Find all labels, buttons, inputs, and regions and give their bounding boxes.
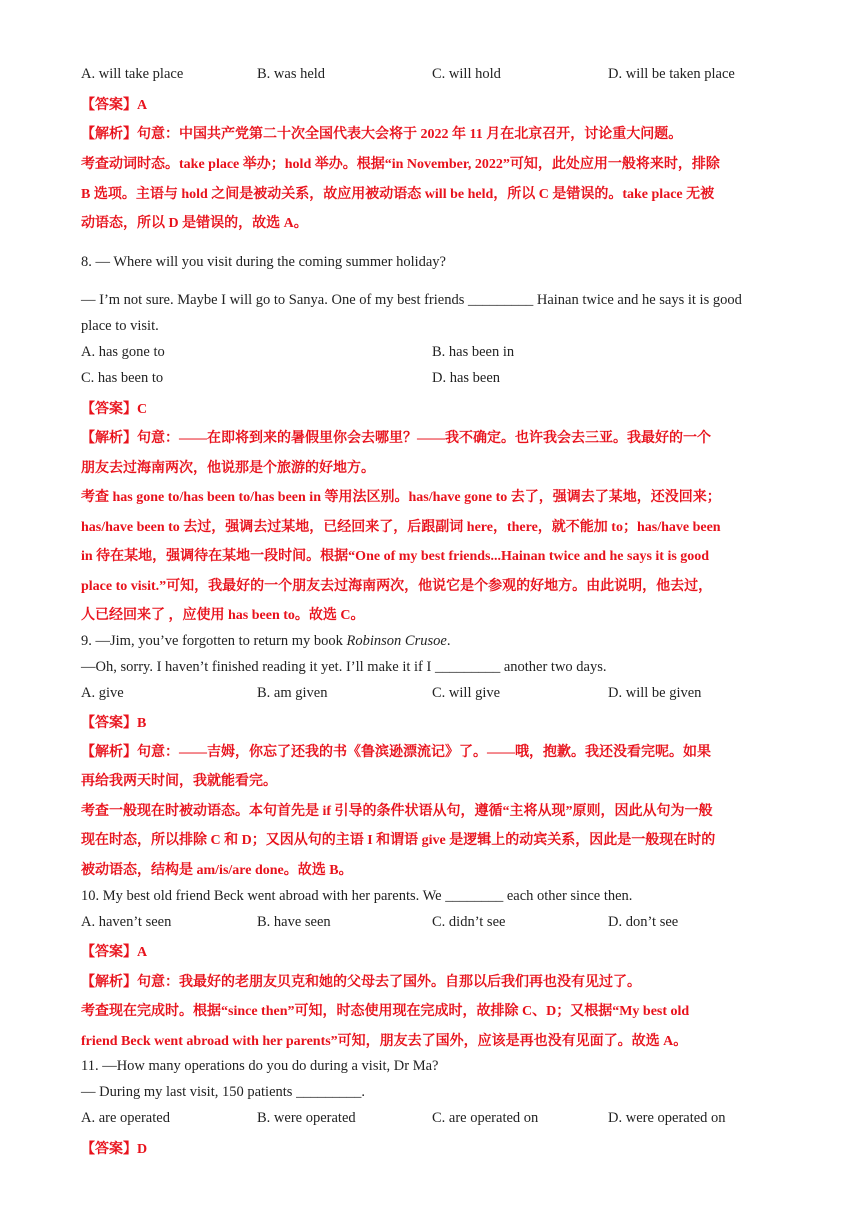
q7-answer: 【答案】A [81, 98, 148, 113]
q11-answer: 【答案】D [81, 1142, 148, 1157]
q9-analysis-line: 考查一般现在时被动语态。本句首先是 if 引导的条件状语从句，遵循“主将从现”原则，因此从句为一般 [81, 804, 713, 819]
q11-option-d: D. were operated on [608, 1110, 726, 1126]
q8-analysis-line: place to visit.”可知，我最好的一个朋友去过海南两次，他说它是个参观的好地方。由此说明，他去过， [81, 579, 713, 594]
q8-analysis-line: has/have been to 去过，强调去过某地，已经回来了，后跟副词 here，there，就不能加 to；has/have been [81, 520, 721, 535]
q9-stem: —Oh, sorry. I haven’t finished reading it yet. I’ll make it if I _________ another two days. [81, 659, 607, 675]
q7-option-a: A. will take place [81, 66, 184, 82]
q9-option-c: C. will give [432, 685, 501, 701]
q8-answer: 【答案】C [81, 402, 148, 417]
q7-option-d: D. will be taken place [608, 66, 735, 82]
q7-analysis-line: 【解析】句意：中国共产党第二十次全国代表大会将于 2022 年 11 月在北京召开，讨论重大问题。 [81, 127, 683, 142]
q9-answer: 【答案】B [81, 716, 147, 731]
q8-analysis-line: in 待在某地，强调待在某地一段时间。根据“One of my best friends...Hainan twice and he says it is good [81, 549, 710, 564]
q9-book-title: Robinson Crusoe [346, 633, 447, 649]
q8-option-b: B. has been in [432, 344, 515, 360]
q7-analysis-line: 动语态，所以 D 是错误的，故选 A。 [81, 216, 308, 231]
q11-option-b: B. were operated [257, 1110, 356, 1126]
q8-analysis-line: 朋友去过海南两次，他说那是个旅游的好地方。 [81, 461, 375, 476]
q10-option-d: D. don’t see [608, 914, 679, 930]
q8-option-a: A. has gone to [81, 344, 165, 360]
q9-option-d: D. will be given [608, 685, 702, 701]
q9-option-b: B. am given [257, 685, 328, 701]
q9-stem [81, 633, 450, 650]
q8-option-d: D. has been [432, 370, 501, 386]
q9-analysis-line: 现在时态，所以排除 C 和 D；又因从句的主语 I 和谓语 give 是逻辑上的动宾关系，因此是一般现在时的 [81, 833, 716, 848]
q7-option-c: C. will hold [432, 66, 501, 82]
q10-option-c: C. didn’t see [432, 914, 506, 930]
q9-analysis-line: 被动语态，结构是 am/is/are done。故选 B。 [81, 863, 353, 878]
q11-option-c: C. are operated on [432, 1110, 539, 1126]
q7-option-b: B. was held [257, 66, 326, 82]
q8-stem: place to visit. [81, 318, 159, 334]
q9-analysis-line: 再给我两天时间，我就能看完。 [81, 774, 277, 789]
q10-answer: 【答案】A [81, 945, 148, 960]
q9-option-a: A. give [81, 685, 124, 701]
q10-analysis-line: friend Beck went abroad with her parents”可知，朋友去了国外，应该是再也没有见面了。故选 A。 [81, 1034, 688, 1049]
q8-analysis-line: 【解析】句意：——在即将到来的暑假里你会去哪里？——我不确定。也许我会去三亚。我最好的一个 [81, 431, 711, 446]
q10-option-a: A. haven’t seen [81, 914, 172, 930]
q8-analysis-line: 人已经回来了 ，应使用 has been to。故选 C。 [81, 608, 365, 623]
q11-option-a: A. are operated [81, 1110, 170, 1126]
q8-option-c: C. has been to [81, 370, 164, 386]
q11-stem: 11. —How many operations do you do during a visit, Dr Ma? [81, 1058, 439, 1074]
q10-analysis-line: 【解析】句意：我最好的老朋友贝克和她的父母去了国外。自那以后我们再也没有见过了。 [81, 975, 641, 990]
q7-analysis-line: 考查动词时态。take place 举办；hold 举办。根据“in November, 2022”可知，此处应用一般将来时，排除 [81, 157, 720, 172]
q8-stem: — I’m not sure. Maybe I will go to Sanya. One of my best friends _________ Hainan twice and he says it is good [81, 292, 742, 308]
q8-stem: 8. — Where will you visit during the coming summer holiday? [81, 254, 446, 270]
q10-analysis-line: 考查现在完成时。根据“since then”可知，时态使用现在完成时，故排除 C、D；又根据“My best old [81, 1004, 690, 1019]
q9-analysis-line: 【解析】句意：——吉姆，你忘了还我的书《鲁滨逊漂流记》了。——哦，抱歉。我还没看完呢。如果 [81, 745, 711, 760]
q10-option-b: B. have seen [257, 914, 331, 930]
q7-analysis-line: B 选项。主语与 hold 之间是被动关系，故应用被动语态 will be held，所以 C 是错误的。take place 无被 [81, 187, 715, 202]
q11-stem: — During my last visit, 150 patients _________. [81, 1084, 365, 1100]
q9-stem-post: . [446, 633, 451, 649]
q8-analysis-line: 考查 has gone to/has been to/has been in 等用法区别。has/have gone to 去了，强调去了某地，还没回来； [81, 490, 721, 505]
q9-stem-pre: 9. —Jim, you’ve forgotten to return my book [81, 633, 347, 649]
q10-stem: 10. My best old friend Beck went abroad with her parents. We ________ each other since then. [81, 888, 633, 904]
